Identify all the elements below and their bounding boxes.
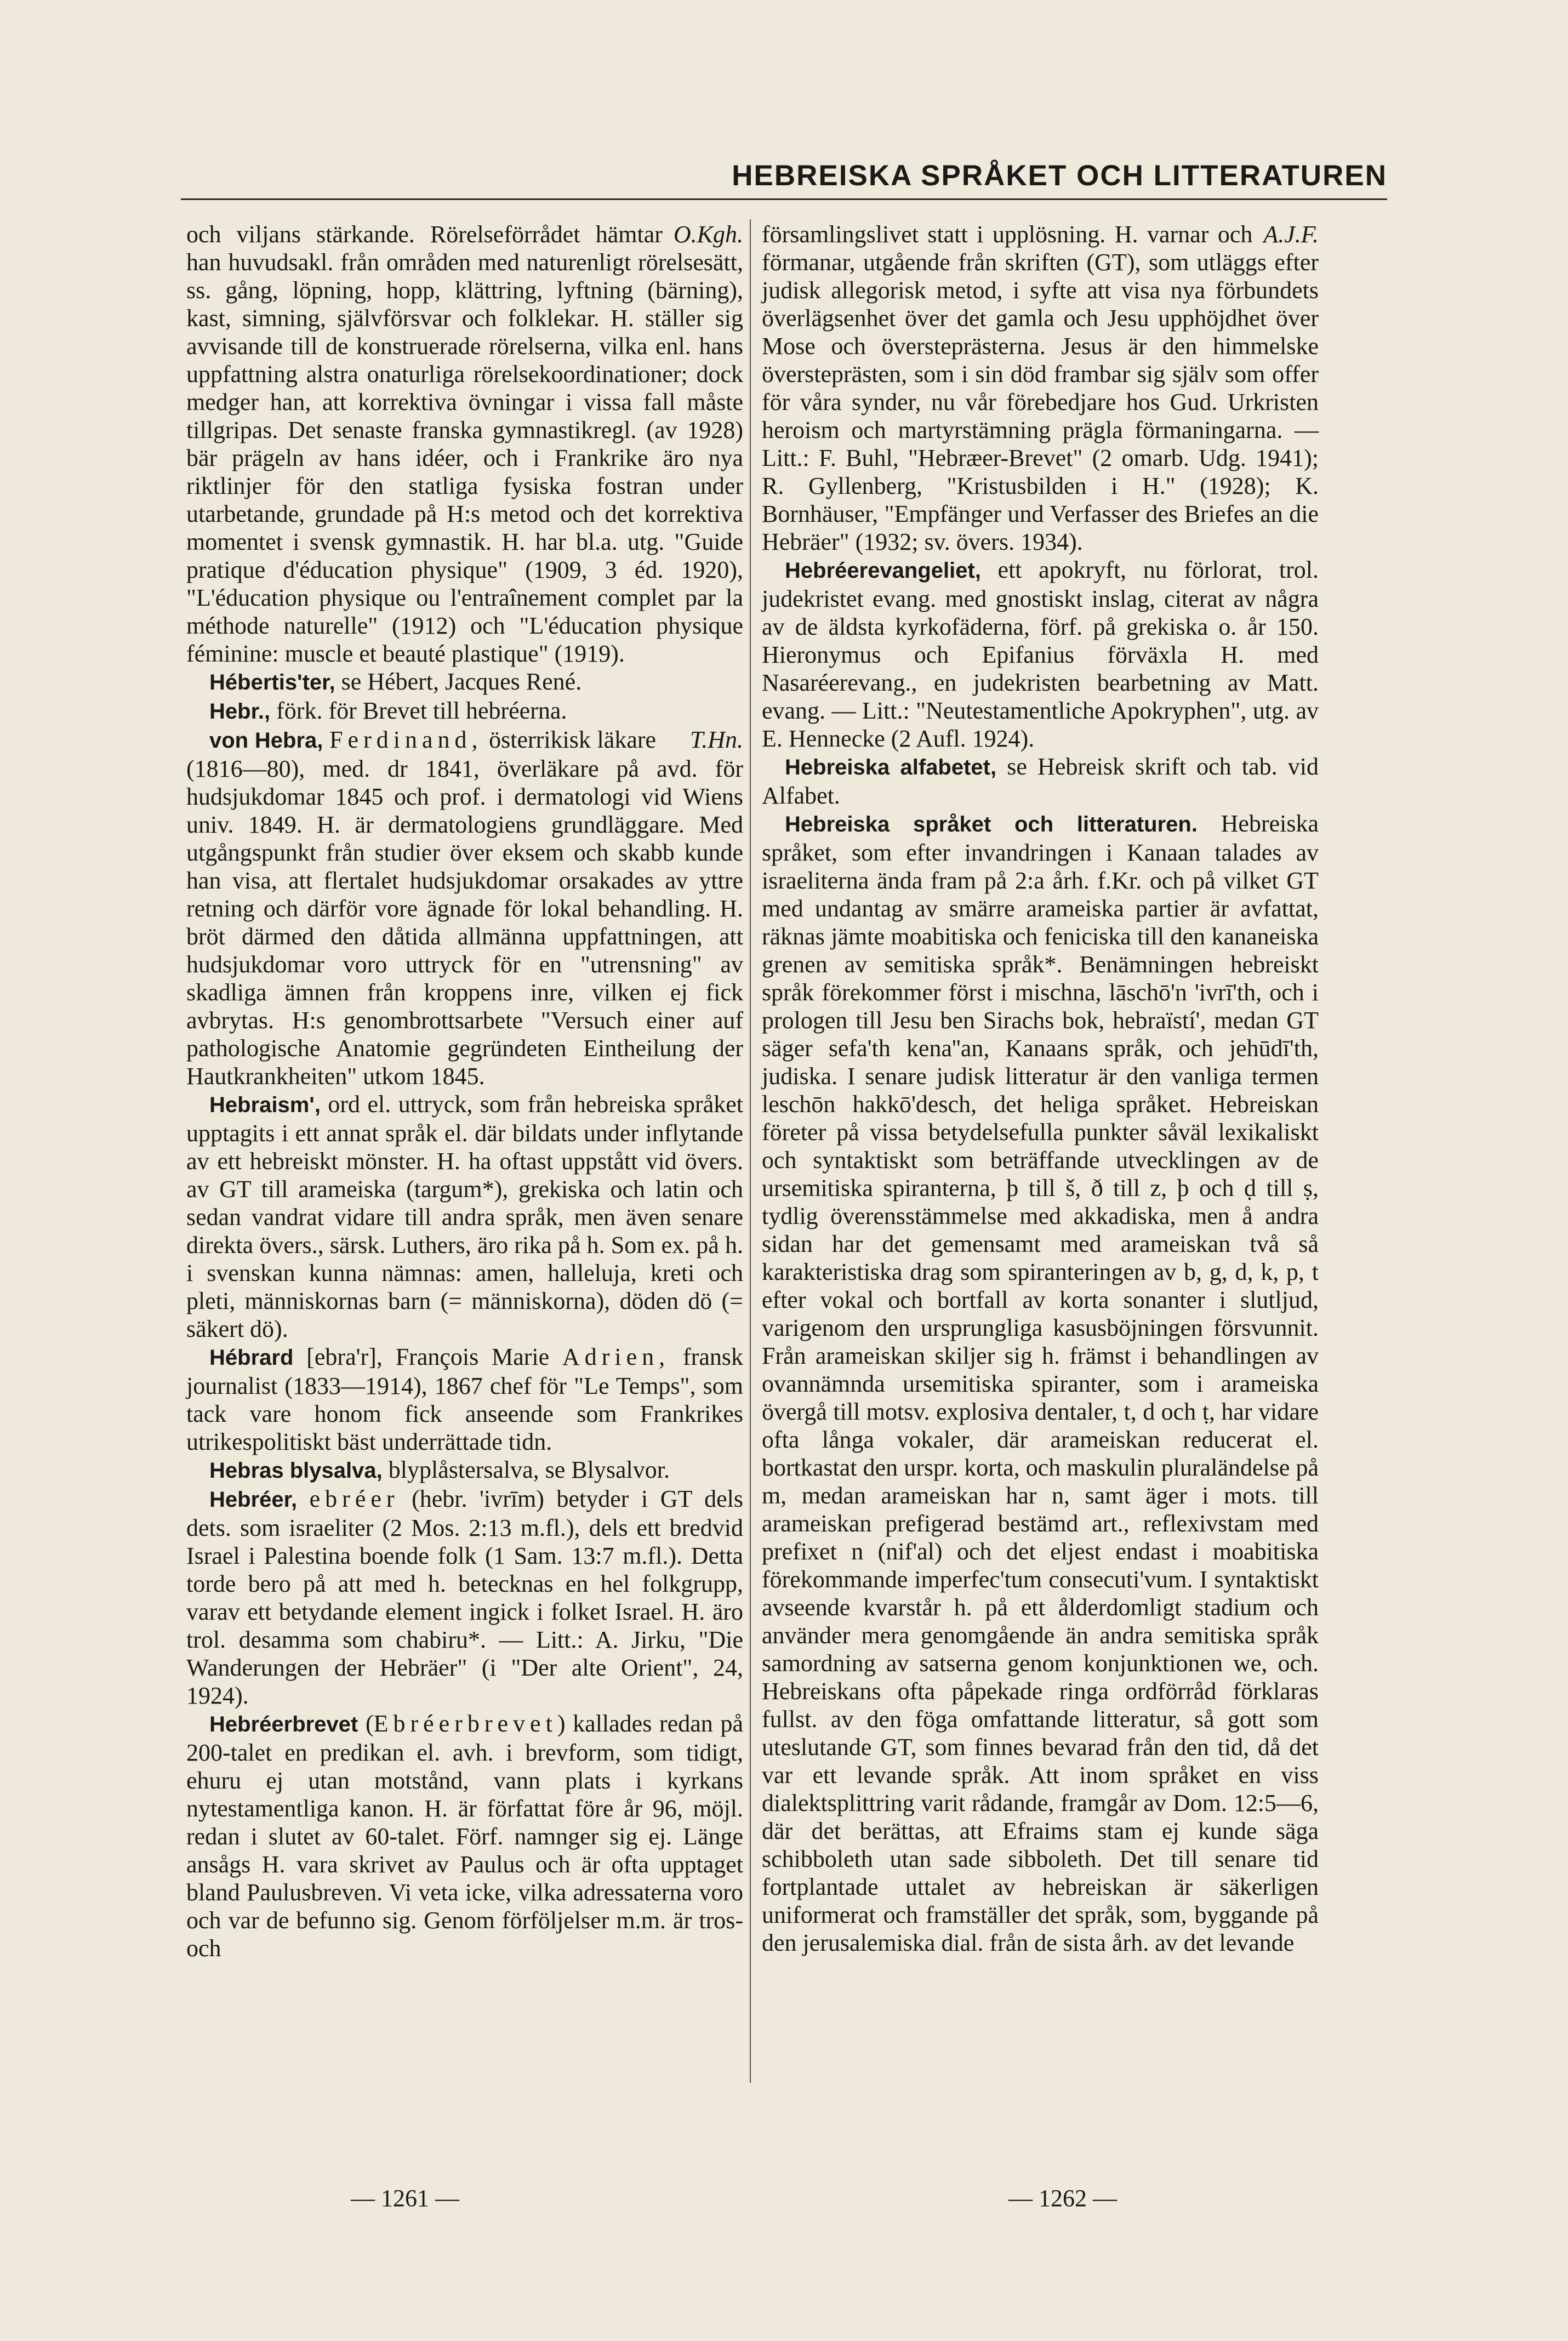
entry-text: och viljans stärkande. Rörelseförrådet hämtar han huvudsakl. från områden med naturenligt rörelsesätt, ss. gång, löpning, hopp, klättring, lyftning (bärning), kast, simning, självförsvar och folklekar. H. ställer sig avvisande till de konstruerade rörelserna, vilka enl. hans uppfattning alstra onaturliga rörelsekoordinationer; dock medger han, att korrektiva övningar i vissa fall måste tillgripas. Det senaste franska gymnastikregl. (av 1928) bär prägeln av hans idéer, och i Frankrike äro nya riktlinjer för den statliga fysiska fostran under utarbetande, grundade på H:s metod och det korrektiva momentet i svensk gymnastik. H. har bl.a. utg. "Guide pratique d'éducation physique" (1909, 3 éd. 1920), "L'éducation physique ou l'entraînement complet par la méthode naturelle" (1912) och "L'éducation physique féminine: muscle et beauté plastique" (1919).	[186, 221, 743, 667]
entry-text: ett apokryft, nu förlorat, trol. judekristet evang. med gnostiskt inslag, citerat av några av de äldsta kyrkofäderna, förf. på grekiska o. år 150. Hieronymus och Epifanius förväxla H. med Nasaréerevang., en judekristen bearbetning av Matt. evang. — Litt.: "Neutestamentliche Apokryphen", utg. av E. Hennecke (2 Aufl. 1924).	[762, 556, 1319, 752]
dictionary-entry	[186, 726, 743, 1090]
dictionary-entry	[186, 697, 743, 726]
right-column	[762, 220, 1319, 1957]
entry-continuation	[186, 220, 743, 668]
dictionary-entry	[762, 810, 1319, 1957]
entry-text: österrikisk läkare (1816—80), med. dr 1841, överläkare på avd. för hudsjukdomar 1845 och prof. i dermatologi vid Wiens univ. 1849. H. är dermatologiens grundläggare. Med utgångspunkt från studier över eksem och skabb kunde han visa, att flertalet hudsjukdomar orsakades av yttre retning och därför vore ägnade för lokal behandling. H. bröt därmed den dåtida allmänna uppfattningen, att hudsjukdomar voro uttryck för en "utrensning" av skadliga ämnen från kroppens inre, vilken ej fick avbrytas. H:s genombrottsarbete "Versuch einer auf pathologische Anatomie gegründeten Eintheilung der Hautkrankheiten" utkom 1845.	[186, 726, 743, 1090]
author-signature: A.J.F.	[1263, 221, 1319, 248]
entry-text: blyplåstersalva, se Blysalvor.	[382, 1456, 670, 1483]
entry-text: förk. för Brevet till hebréerna.	[270, 697, 567, 724]
dictionary-entry	[186, 1710, 743, 1962]
entry-text: församlingslivet statt i upplösning. H. varnar och förmanar, utgående från skriften (GT), som utläggs efter judisk allegorisk metod, i syfte att visa nya förbundets överlägsenhet över det gamla och Jesu upphöjdhet över Mose och översteprästerna. Jesus är den himmelske översteprästen, som i sin död frambar sig själv som offer för våra synder, nu vår förebedjare hos Gud. Urkristen heroism och martyrstämning prägla förmaningarna. — Litt.: F. Buhl, "Hebræer-Brevet" (2 omarb. Udg. 1941); R. Gyllenberg, "Kristusbilden i H." (1928); K. Bornhäuser, "Empfänger und Verfasser des Briefes an die Hebräer" (1932; sv. övers. 1934).	[762, 221, 1319, 555]
author-signature: O.Kgh.	[673, 221, 743, 248]
dictionary-entry	[186, 1456, 743, 1485]
dictionary-entry	[762, 556, 1319, 753]
entry-text: se Hébert, Jacques René.	[335, 668, 582, 695]
entry-text: (hebr. 'ivrīm) betyder i GT dels dets. som israeliter (2 Mos. 2:13 m.fl.), dels ett bredvid Israel i Palestina boende folk (1 Sam. 13:7 m.fl.). Detta torde bero på att med h. betecknas en hel folkgrupp, varav ett betydande element ingick i folket Israel. H. äro trol. desamma som chabiru*. — Litt.: A. Jirku, "Die Wanderungen der Hebräer" (i "Der alte Orient", 24, 1924).	[186, 1485, 743, 1709]
page-number-left: — 1261 —	[351, 2185, 459, 2212]
entry-headword: Hebreiska alfabetet,	[785, 755, 997, 779]
entry-text: [ebra'r], François Marie	[293, 1343, 562, 1370]
entry-spaced-name: Adrien,	[562, 1343, 670, 1370]
entry-spaced-name: ebréer	[309, 1485, 400, 1512]
dictionary-entry	[186, 668, 743, 697]
entry-headword: Hebreiska språket och litteraturen.	[785, 812, 1198, 836]
entry-headword: Hebraism',	[209, 1093, 321, 1117]
entry-text: se Hebreisk skrift och tab. vid Alfabet.	[762, 753, 1319, 809]
entry-headword: von Hebra,	[209, 728, 323, 753]
entry-text: ) kallades redan på 200-talet en predikan el. avh. i brevform, som tidigt, ehuru ej utan motstånd, vann plats i kyrkans nytestamentliga kanon. H. är författat före år 96, möjl. redan i slutet av 60-talet. Förf. namnger sig ej. Länge ansågs H. vara skrivet av Paulus och är ofta upptaget bland Paulusbreven. Vi veta icke, vilka adressaterna voro och var de befunno sig. Genom förföljelser m.m. är tros- och	[186, 1710, 743, 1962]
left-column	[186, 220, 743, 1962]
entry-spaced-name: Ferdinand,	[329, 726, 483, 753]
entry-headword: Hebréerbrevet	[209, 1712, 358, 1736]
entry-spaced-name: Ebréerbrevet	[373, 1710, 557, 1737]
entry-headword: Hebréer,	[209, 1488, 298, 1512]
author-signature: T.Hn.	[690, 726, 743, 753]
running-head: HEBREISKA SPRÅKET OCH LITTERATUREN	[732, 160, 1387, 192]
entry-text: ord el. uttryck, som från hebreiska språket upptagits i ett annat språk el. där bildats under inflytande av ett hebreiskt mönster. H. ha oftast uppstått vid övers. av GT till arameiska (targum*), grekiska och latin och sedan vandrat vidare till andra språk, men även senare direkta övers., särsk. Luthers, äro rika på h. Som ex. på h. i svenskan kunna nämnas: amen, halleluja, kreti och pleti, människornas barn (= människorna), döden dö (= säkert dö).	[186, 1091, 743, 1342]
dictionary-entry	[186, 1090, 743, 1343]
entry-continuation	[762, 220, 1319, 556]
header-rule	[181, 198, 1387, 200]
entry-text: (	[358, 1710, 374, 1737]
entry-headword: Hebréerevangeliet,	[785, 559, 981, 583]
dictionary-entry	[762, 753, 1319, 810]
entry-headword: Hebr.,	[209, 699, 271, 724]
dictionary-entry	[186, 1343, 743, 1456]
page-number-right: — 1262 —	[1008, 2185, 1117, 2212]
column-rule	[750, 219, 751, 2083]
entry-headword: Hebras blysalva,	[209, 1459, 383, 1483]
entry-text: fransk journalist (1833—1914), 1867 chef för "Le Temps", som tack vare honom fick anseende som Frankrikes utrikespolitiskt bäst underrättade tidn.	[186, 1343, 743, 1455]
entry-text: Hebreiska språket, som efter invandringen i Kanaan talades av israeliterna ända fram på 2:a årh. f.Kr. och på vilket GT med undantag av smärre arameiska partier är avfattat, räknas jämte moabitiska och feniciska till den kananeiska grenen av semitiska språk*. Benämningen hebreiskt språk förekommer först i mischna, lāschō'n 'ivrī'th, och i prologen till Jesu ben Sirachs bok, hebraïstí', medan GT säger sefa'th kena''an, Kanaans språk, och jehūdī'th, judiska. I senare judisk litteratur är den vanliga termen leschōn hakkō'desch, det heliga språket. Hebreiskan företer på vissa betydelsefulla punkter såväl lexikaliskt och syntaktiskt som beträffande utvecklingen av de ursemitiska spiranterna, þ till š, ð till z, þ och ḍ till ṣ, tydlig överensstämmelse med akkadiska, men å andra sidan har det gemensamt med arameiskan två så karakteristiska drag som spiranteringen av b, g, d, k, p, t efter vokal och bortfall av korta sonanter i slutljud, varigenom den ursprungliga kasusböjningen försvunnit. Från arameiskan skiljer sig h. främst i behandlingen av ovannämnda ursemitiska spiranter, som i arameiska övergå till motsv. explosiva dentaler, t, d och ṭ, har vidare ofta långa vokaler, där arameiskan reducerat el. bortkastat den urspr. korta, och maskulin pluraländelse på m, medan arameiskan har n, samt äger i mots. till arameiskan prefigerad bestämd art., reflexivstam med prefixet n (nif'al) och det eljest endast i moabitiska förekommande imperfec'tum consecuti'vum. I syntaktiskt avseende kvarstår h. på ett ålderdomligt stadium och använder mera genomgående än andra semitiska språk samordning av satserna genom konjunktionen we, och. Hebreiskans ofta påpekade ringa ordförråd förklaras fullst. av den föga omfattande litteratur, så gott som uteslutande GT, som finnes bevarad från den tid, då det var ett levande språk. Att inom språket en viss dialektsplittring varit rådande, framgår av Dom. 12:5—6, där det berättas, att Efraims stam ej kunde säga schibboleth utan sade sibboleth. Det till senare tid fortplantade uttalet av hebreiskan är säkerligen uniformerat och framställer det språk, som, byggande på den jerusalemiska dial. från de sista årh. av det levande	[762, 810, 1319, 1956]
entry-headword: Hébrard	[209, 1346, 294, 1370]
dictionary-entry	[186, 1485, 743, 1710]
entry-headword: Hébertis'ter,	[209, 670, 335, 694]
